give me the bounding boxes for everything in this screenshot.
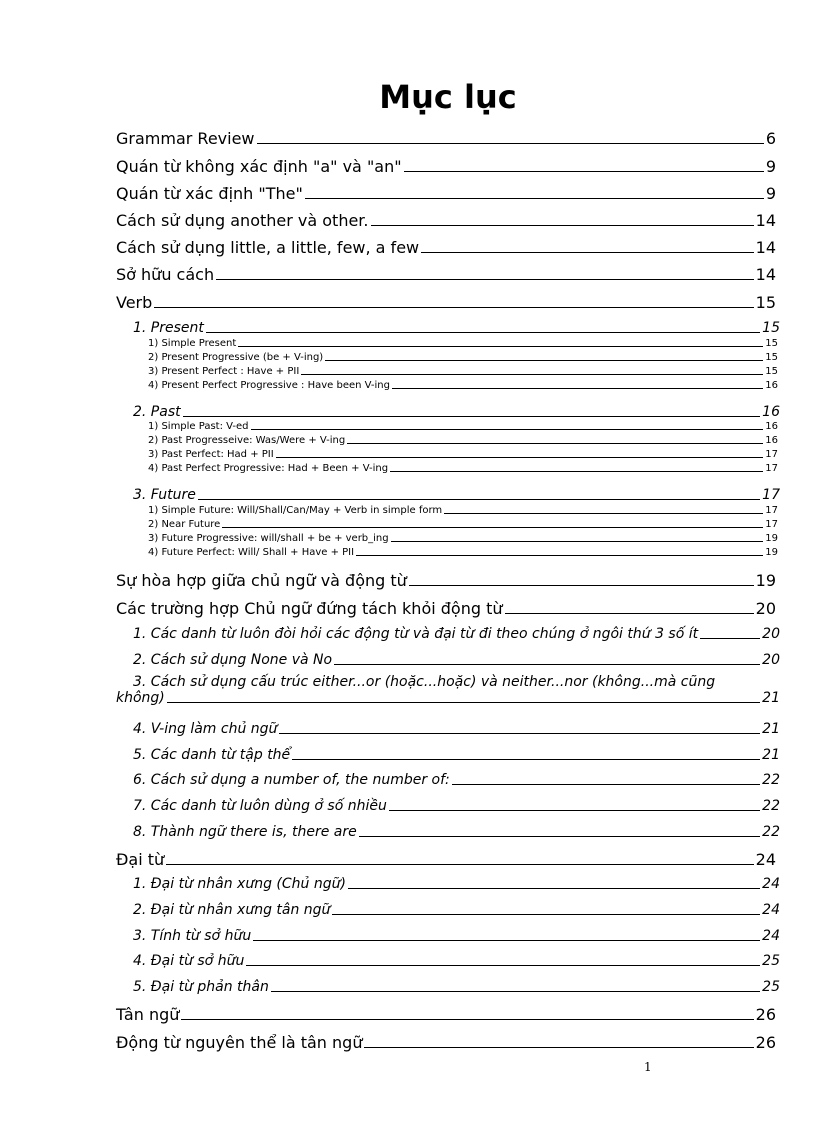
toc-entry-label: 4. V-ing làm chủ ngữ <box>133 721 278 737</box>
toc-entry[interactable] <box>116 152 776 176</box>
toc-entry[interactable] <box>133 622 780 642</box>
dot-leader <box>198 499 760 500</box>
dot-leader <box>325 360 763 361</box>
toc-entry[interactable] <box>148 462 778 474</box>
toc-entry-page: 21 <box>762 690 780 706</box>
toc-entry-label: 1. Present <box>133 320 204 336</box>
toc-entry-page: 21 <box>762 747 780 763</box>
toc-entry-label: 1. Đại từ nhân xưng (Chủ ngữ) <box>133 876 346 892</box>
toc-entry[interactable] <box>116 594 776 618</box>
page-title: Mục lục <box>379 78 517 116</box>
toc-entry-page: 21 <box>762 721 780 737</box>
toc-entry-label: Cách sử dụng another và other. <box>116 211 369 230</box>
dot-leader <box>505 613 754 614</box>
toc-entry[interactable] <box>116 1028 776 1052</box>
toc-entry[interactable] <box>148 365 778 377</box>
toc-entry[interactable] <box>133 316 780 336</box>
toc-entry-page: 17 <box>762 487 780 503</box>
toc-entry[interactable] <box>116 206 776 230</box>
dot-leader <box>371 225 754 226</box>
toc-entry-label: Quán từ xác định "The" <box>116 184 303 203</box>
toc-entry[interactable] <box>148 546 778 558</box>
toc-entry-label: 1) Simple Present <box>148 338 237 349</box>
toc-entry-page: 24 <box>762 928 780 944</box>
toc-entry-page: 22 <box>762 798 780 814</box>
toc-entry[interactable] <box>116 1000 776 1024</box>
dot-leader <box>359 836 760 837</box>
toc-entry-label: 2) Present Progressive (be + V-ing) <box>148 352 324 363</box>
toc-entry-page: 16 <box>765 435 778 446</box>
toc-entry-label: 5. Đại từ phản thân <box>133 979 269 995</box>
toc-entry-label: 3) Future Progressive: will/shall + be + verb_ing <box>148 533 389 544</box>
toc-entry[interactable] <box>133 949 780 969</box>
toc-entry[interactable] <box>116 124 776 148</box>
toc-entry-label: 3) Present Perfect : Have + PII <box>148 366 300 377</box>
toc-entry-page: 22 <box>762 772 780 788</box>
toc-entry-label: Các trường hợp Chủ ngữ đứng tách khỏi động từ <box>116 599 503 618</box>
dot-leader <box>391 541 764 542</box>
dot-leader <box>390 471 763 472</box>
toc-entry-page: 9 <box>765 184 776 203</box>
toc-entry[interactable] <box>133 483 780 503</box>
toc-entry-page: 16 <box>765 421 778 432</box>
dot-leader <box>167 702 760 703</box>
toc-entry-label: 7. Các danh từ luôn dùng ở số nhiều <box>133 798 387 814</box>
dot-leader <box>332 914 760 915</box>
dot-leader <box>347 443 763 444</box>
toc-entry-label: Grammar Review <box>116 129 255 148</box>
toc-entry-label: 1) Simple Future: Will/Shall/Can/May + Verb in simple form <box>148 505 443 516</box>
toc-entry-label: Đại từ <box>116 850 165 869</box>
dot-leader <box>305 198 764 199</box>
toc-entry[interactable] <box>133 743 780 763</box>
toc-entry-label: 2. Đại từ nhân xưng tân ngữ <box>133 902 331 918</box>
toc-entry-page: 17 <box>765 463 778 474</box>
toc-entry-page: 19 <box>765 547 778 558</box>
toc-entry[interactable] <box>133 975 780 995</box>
toc-entry-page: 19 <box>755 571 776 590</box>
toc-entry-page: 19 <box>765 533 778 544</box>
dot-leader <box>404 171 764 172</box>
toc-entry-label: 3) Past Perfect: Had + PII <box>148 449 274 460</box>
toc-entry-label: 4) Past Perfect Progressive: Had + Been + V-ing <box>148 463 389 474</box>
toc-entry-page: 15 <box>765 338 778 349</box>
toc-entry[interactable] <box>148 420 778 432</box>
toc-entry-label: Sự hòa hợp giữa chủ ngữ và động từ <box>116 571 407 590</box>
toc-entry-label: 1. Các danh từ luôn đòi hỏi các động từ và đại từ đi theo chúng ở ngôi thứ 3 số ít <box>133 626 699 642</box>
toc-entry-page: 20 <box>762 652 780 668</box>
toc-entry-page: 24 <box>762 902 780 918</box>
toc-entry-label: 3. Future <box>133 487 196 503</box>
toc-entry[interactable] <box>133 794 780 814</box>
toc-entry-label: 4) Present Perfect Progressive : Have been V-ing <box>148 380 390 391</box>
dot-leader <box>334 664 760 665</box>
toc-entry-page: 26 <box>755 1005 776 1024</box>
toc-entry-page: 15 <box>765 366 778 377</box>
toc-entry-wrapped[interactable] <box>116 674 780 706</box>
toc-entry[interactable] <box>116 845 776 869</box>
toc-entry-page: 9 <box>765 157 776 176</box>
dot-leader <box>276 457 764 458</box>
toc-entry-page: 15 <box>762 320 780 336</box>
toc-entry-label: 2. Cách sử dụng None và No <box>133 652 333 668</box>
toc-entry-label: Verb <box>116 293 153 312</box>
toc-entry[interactable] <box>148 504 778 516</box>
toc-entry-label: 4. Đại từ sở hữu <box>133 953 245 969</box>
dot-leader <box>421 252 754 253</box>
toc-entry-page: 16 <box>762 404 780 420</box>
dot-leader <box>356 555 763 556</box>
toc-entry-label: 3. Tính từ sở hữu <box>133 928 252 944</box>
toc-entry-label-continued: không) <box>116 690 165 706</box>
toc-entry-label: 2. Past <box>133 404 181 420</box>
toc-entry-page: 25 <box>762 979 780 995</box>
toc-entry[interactable] <box>116 260 776 284</box>
toc-entry-page: 15 <box>765 352 778 363</box>
toc-entry-page: 20 <box>755 599 776 618</box>
dot-leader <box>409 585 754 586</box>
toc-entry-page: 14 <box>755 265 776 284</box>
toc-entry[interactable] <box>148 448 778 460</box>
dot-leader <box>392 388 763 389</box>
toc-entry-label: Động từ nguyên thể là tân ngữ <box>116 1033 363 1052</box>
toc-entry-page: 22 <box>762 824 780 840</box>
toc-entry[interactable] <box>133 820 780 840</box>
toc-entry-page: 16 <box>765 380 778 391</box>
toc-entry-label: 5. Các danh từ tập thể <box>133 747 291 763</box>
dot-leader <box>279 733 760 734</box>
dot-leader <box>238 346 763 347</box>
dot-leader <box>257 143 764 144</box>
toc-entry-label: Quán từ không xác định "a" và "an" <box>116 157 402 176</box>
dot-leader <box>216 279 754 280</box>
dot-leader <box>348 888 760 889</box>
toc-entry-page: 14 <box>755 211 776 230</box>
toc-entry-page: 14 <box>755 238 776 257</box>
toc-entry-page: 25 <box>762 953 780 969</box>
toc-entry-page: 17 <box>765 519 778 530</box>
dot-leader <box>389 810 760 811</box>
toc-entry-label: 8. Thành ngữ there is, there are <box>133 824 357 840</box>
toc-entry-page: 17 <box>765 449 778 460</box>
toc-entry[interactable] <box>133 648 780 668</box>
dot-leader <box>700 638 760 639</box>
toc-entry-label: Tân ngữ <box>116 1005 180 1024</box>
toc-entry[interactable] <box>133 898 780 918</box>
toc-entry-page: 24 <box>755 850 776 869</box>
toc-entry[interactable] <box>148 434 778 446</box>
toc-entry[interactable] <box>148 518 778 530</box>
page-number: 1 <box>644 1060 652 1074</box>
dot-leader <box>166 864 753 865</box>
toc-entry[interactable] <box>133 717 780 737</box>
toc-entry-page: 6 <box>765 129 776 148</box>
toc-entry-page: 20 <box>762 626 780 642</box>
dot-leader <box>452 784 760 785</box>
dot-leader <box>301 374 763 375</box>
toc-entry-label: Sở hữu cách <box>116 265 215 284</box>
toc-entry[interactable] <box>133 924 780 944</box>
toc-entry-label: 4) Future Perfect: Will/ Shall + Have + PII <box>148 547 355 558</box>
dot-leader <box>253 940 760 941</box>
dot-leader <box>222 527 763 528</box>
dot-leader <box>206 332 760 333</box>
dot-leader <box>181 1019 753 1020</box>
toc-entry[interactable] <box>148 351 778 363</box>
toc-entry[interactable] <box>148 379 778 391</box>
toc-entry[interactable] <box>133 768 780 788</box>
toc-entry-label: 1) Simple Past: V-ed <box>148 421 249 432</box>
dot-leader <box>271 991 760 992</box>
dot-leader <box>246 965 760 966</box>
dot-leader <box>292 759 760 760</box>
dot-leader <box>183 416 761 417</box>
toc-entry-label: 2) Past Progresseive: Was/Were + V-ing <box>148 435 346 446</box>
dot-leader <box>444 513 763 514</box>
dot-leader <box>251 429 764 430</box>
toc-entry-page: 24 <box>762 876 780 892</box>
toc-entry[interactable] <box>133 400 780 420</box>
dot-leader <box>154 307 753 308</box>
toc-entry-label: Cách sử dụng little, a little, few, a few <box>116 238 420 257</box>
toc-entry-page: 15 <box>755 293 776 312</box>
toc-entry[interactable] <box>116 179 776 203</box>
toc-entry[interactable] <box>133 872 780 892</box>
toc-entry[interactable] <box>148 532 778 544</box>
toc-entry-page: 17 <box>765 505 778 516</box>
toc-entry[interactable] <box>116 233 776 257</box>
toc-entry-label: 2) Near Future <box>148 519 221 530</box>
toc-entry[interactable] <box>116 566 776 590</box>
toc-entry-page: 26 <box>755 1033 776 1052</box>
dot-leader <box>364 1047 753 1048</box>
toc-entry[interactable] <box>116 288 776 312</box>
toc-entry-label: 3. Cách sử dụng cấu trúc either...or (hoặc...hoặc) và neither...nor (không...mà cũng <box>133 674 716 690</box>
toc-entry[interactable] <box>148 337 778 349</box>
toc-entry-label: 6. Cách sử dụng a number of, the number of: <box>133 772 450 788</box>
